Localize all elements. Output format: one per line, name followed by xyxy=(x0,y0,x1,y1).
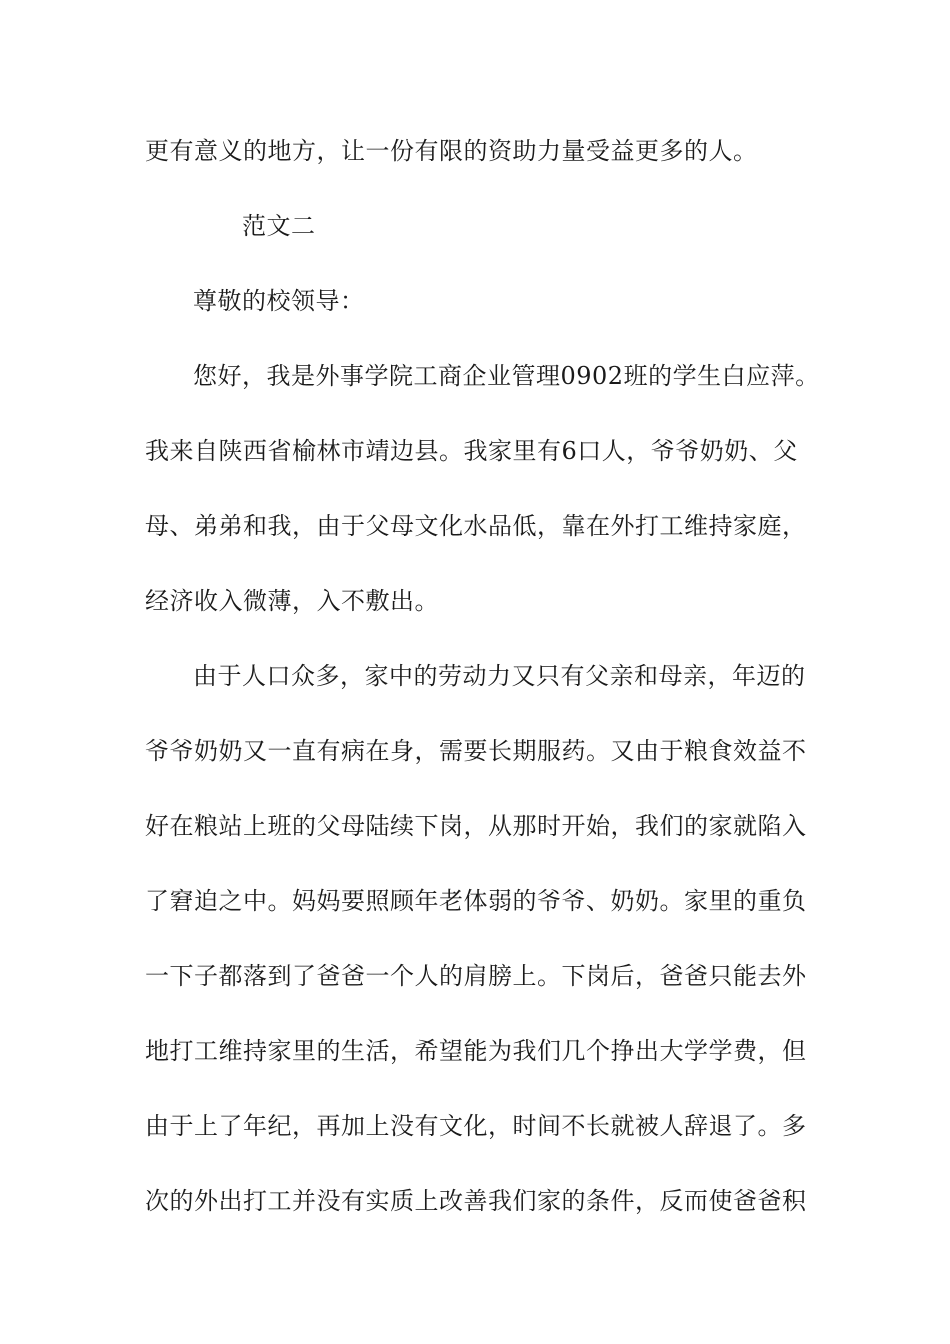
text-line-1: 更有意义的地方，让一份有限的资助力量受益更多的人。 xyxy=(145,137,758,165)
text-line-12: 一下子都落到了爸爸一个人的肩膀上。下岗后，爸爸只能去外 xyxy=(145,962,807,990)
text-line-15: 次的外出打工并没有实质上改善我们家的条件，反而使爸爸积 xyxy=(145,1187,807,1215)
text-line-4: 您好，我是外事学院工商企业管理0902班的学生白应萍。 xyxy=(193,362,820,390)
text-line-5: 我来自陕西省榆林市靖边县。我家里有6口人，爷爷奶奶、父 xyxy=(145,437,798,465)
text-line-14: 由于上了年纪，再加上没有文化，时间不长就被人辞退了。多 xyxy=(145,1112,807,1140)
text-line-11: 了窘迫之中。妈妈要照顾年老体弱的爷爷、奶奶。家里的重负 xyxy=(145,887,807,915)
text-line-6: 母、弟弟和我，由于父母文化水品低，靠在外打工维持家庭， xyxy=(145,512,807,540)
text-line-8: 由于人口众多，家中的劳动力又只有父亲和母亲，年迈的 xyxy=(193,662,806,690)
text-line-9: 爷爷奶奶又一直有病在身，需要长期服药。又由于粮食效益不 xyxy=(145,737,807,765)
text-line-13: 地打工维持家里的生活，希望能为我们几个挣出大学学费，但 xyxy=(145,1037,807,1065)
salutation: 尊敬的校领导： xyxy=(193,287,365,315)
text-line-7: 经济收入微薄，入不敷出。 xyxy=(145,587,439,615)
text-line-10: 好在粮站上班的父母陆续下岗，从那时开始，我们的家就陷入 xyxy=(145,812,807,840)
section-heading: 范文二 xyxy=(242,212,316,240)
